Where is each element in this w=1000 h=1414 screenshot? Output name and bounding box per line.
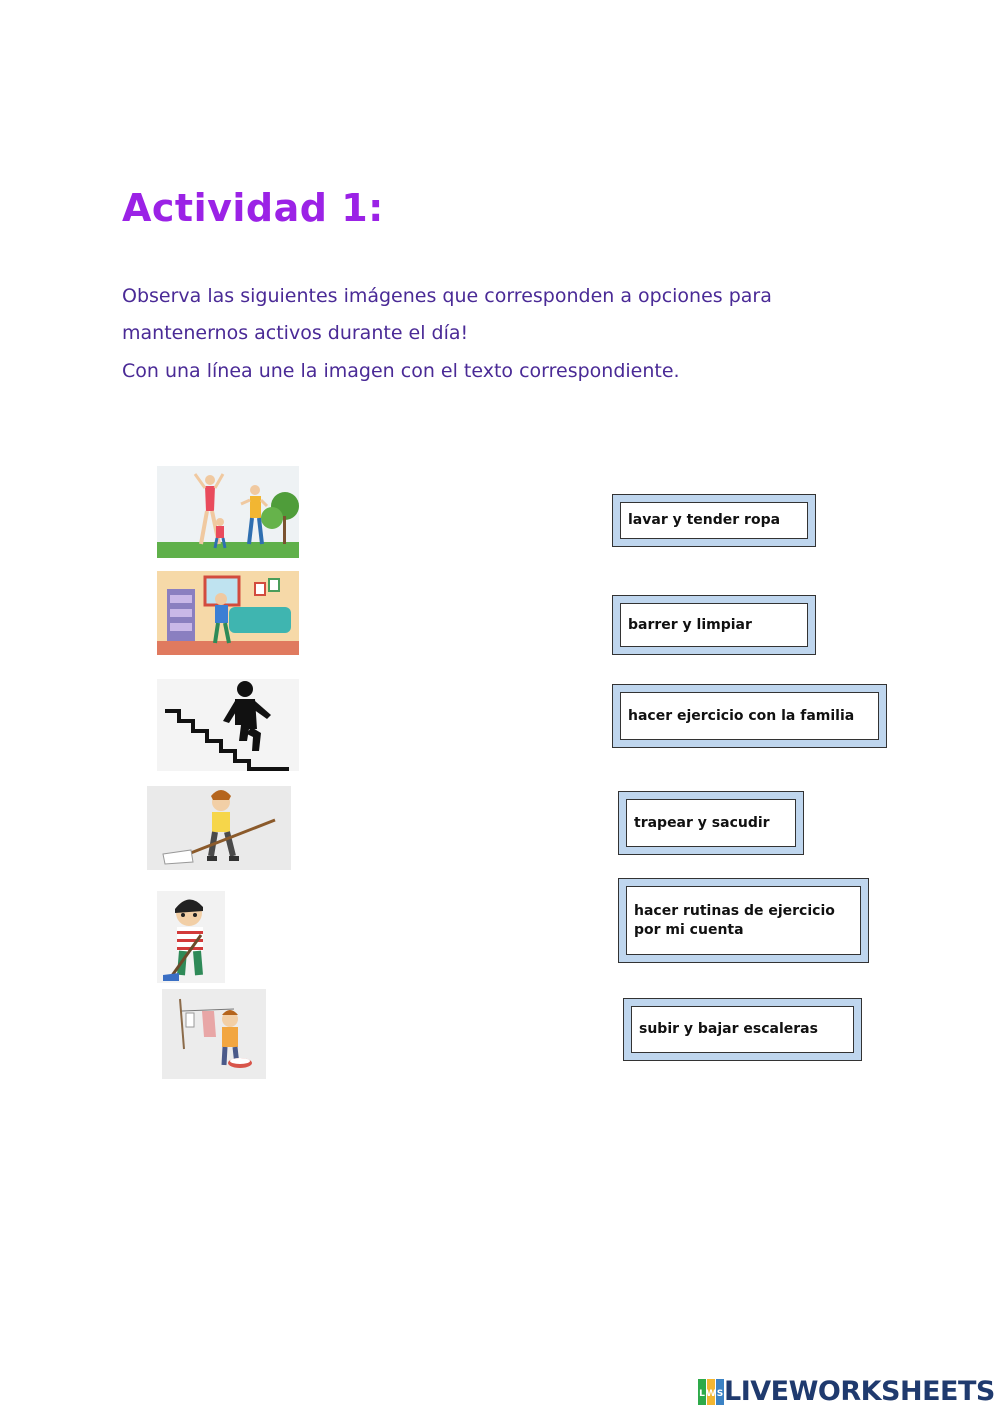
- option-text: hacer rutinas de ejercicio por mi cuenta: [626, 886, 861, 955]
- family-exercise-image[interactable]: [157, 466, 299, 558]
- option-box[interactable]: [612, 684, 887, 748]
- option-box[interactable]: [612, 595, 816, 655]
- option-text: lavar y tender ropa: [620, 502, 808, 539]
- option-box[interactable]: [612, 494, 816, 547]
- option-text: hacer ejercicio con la familia: [620, 692, 879, 740]
- option-box[interactable]: [623, 998, 862, 1061]
- activity-title: Actividad 1:: [122, 186, 384, 230]
- brand-name: LIVEWORKSHEETS: [724, 1376, 995, 1407]
- child-mopping-image[interactable]: [147, 786, 291, 870]
- option-box[interactable]: [618, 878, 869, 963]
- option-text: barrer y limpiar: [620, 603, 808, 647]
- svg-text:W: W: [706, 1388, 716, 1399]
- option-text: trapear y sacudir: [626, 799, 796, 847]
- liveworksheets-logo-icon: [698, 1379, 724, 1405]
- person-climbing-stairs-icon[interactable]: [157, 679, 299, 771]
- option-text: subir y bajar escaleras: [631, 1006, 854, 1053]
- child-cleaning-room-image[interactable]: [157, 571, 299, 655]
- svg-text:S: S: [716, 1388, 724, 1399]
- liveworksheets-logo: [698, 1376, 995, 1407]
- instruction-line-1: Observa las siguientes imágenes que corresponden a opciones para: [122, 285, 772, 307]
- child-sweeping-image[interactable]: [157, 891, 225, 983]
- option-box[interactable]: [618, 791, 804, 855]
- instruction-line-2: mantenernos activos durante el día!: [122, 322, 469, 344]
- child-hanging-laundry-image[interactable]: [162, 989, 266, 1079]
- instruction-line-3: Con una línea une la imagen con el texto correspondiente.: [122, 360, 680, 382]
- svg-text:L: L: [699, 1388, 705, 1399]
